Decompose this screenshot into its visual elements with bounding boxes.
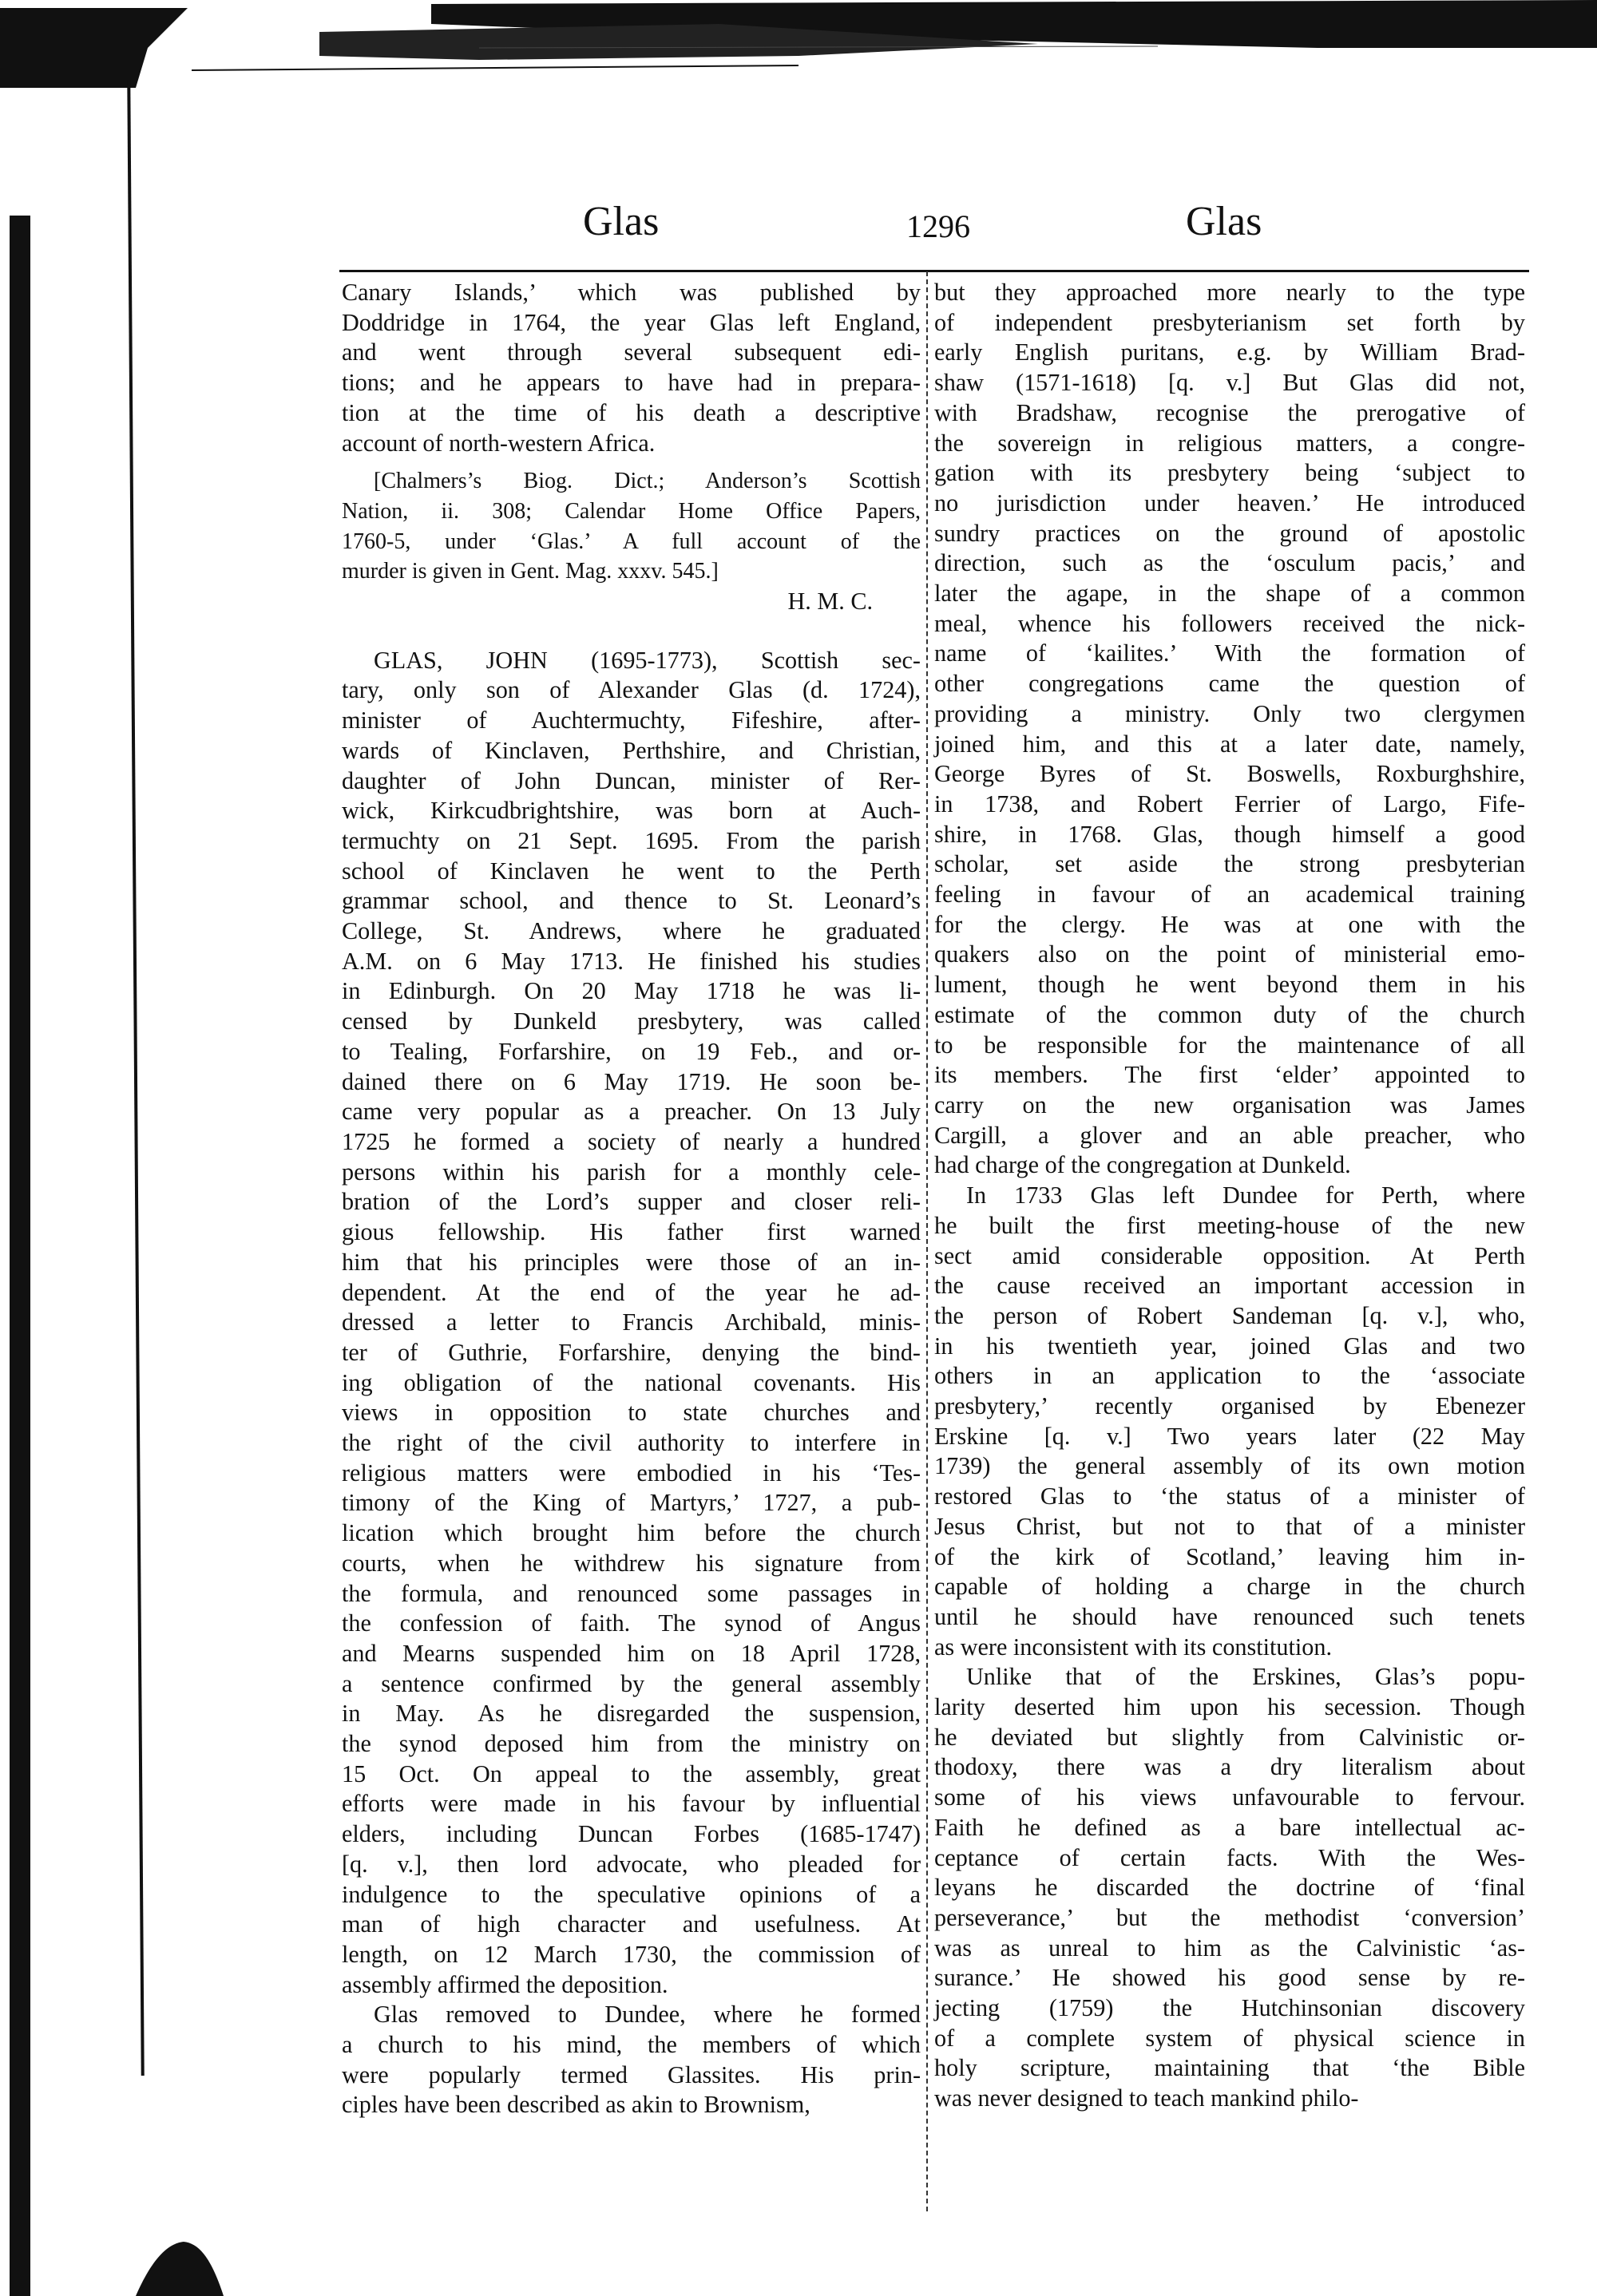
text-line: murder is given in Gent. Mag. xxxv. 545.] <box>342 559 719 584</box>
text-line: grammar school, and thence to St. Leonard’s <box>342 887 921 915</box>
text-line: shaw (1571-1618) [q. v.] But Glas did not, <box>934 369 1525 397</box>
text-line: the person of Robert Sandeman [q. v.], who, <box>934 1301 1525 1329</box>
text-line: Erskine [q. v.] Two years later (22 May <box>934 1422 1525 1450</box>
text-line: length, on 12 March 1730, the commission of <box>342 1940 921 1968</box>
text-line: minister of Auchtermuchty, Fifeshire, after- <box>342 707 921 734</box>
book-edge-shadow <box>10 216 30 2296</box>
text-line: courts, when he withdrew his signature from <box>342 1549 921 1577</box>
paragraph <box>342 278 921 458</box>
citation <box>342 466 921 587</box>
text-line: was never designed to teach mankind philo- <box>934 2084 1359 2112</box>
text-line: Unlike that of the Erskines, Glas’s popu- <box>966 1663 1525 1691</box>
author-signature: H. M. C. <box>787 588 873 616</box>
text-line: 1725 he formed a society of nearly a hundred <box>342 1127 921 1155</box>
text-line: gious fellowship. His father first warned <box>342 1218 921 1246</box>
text-line: termuchty on 21 Sept. 1695. From the parish <box>342 826 921 854</box>
text-line: joined him, and this at a later date, namely, <box>934 730 1525 758</box>
left-column <box>342 278 921 2120</box>
text-line: capable of holding a charge in the church <box>934 1573 1525 1601</box>
text-line: others in an application to the ‘associate <box>934 1362 1525 1390</box>
text-line: for the clergy. He was at one with the <box>934 910 1525 938</box>
text-line: ter of Guthrie, Forfarshire, denying the bind- <box>342 1338 921 1366</box>
text-line: lument, though he went beyond them in his <box>934 971 1525 999</box>
text-line: perseverance,’ but the methodist ‘conversion’ <box>934 1903 1525 1931</box>
text-line: were popularly termed Glassites. His prin- <box>342 2060 921 2088</box>
article-glas-john <box>342 646 921 2001</box>
text-line: until he should have renounced such tenets <box>934 1602 1525 1630</box>
text-line: dressed a letter to Francis Archibald, minis- <box>342 1308 921 1336</box>
text-line: ciples have been described as akin to Brownism, <box>342 2091 810 2119</box>
text-line: College, St. Andrews, where he graduated <box>342 917 921 945</box>
text-line: meal, whence his followers received the nick- <box>934 609 1525 637</box>
text-line: holy scripture, maintaining that ‘the Bible <box>934 2054 1525 2082</box>
text-line: and Mearns suspended him on 18 April 1728, <box>342 1639 921 1667</box>
text-line: in his twentieth year, joined Glas and two <box>934 1332 1525 1360</box>
text-line: the sovereign in religious matters, a congre- <box>934 429 1525 457</box>
scan-binding-shadow-top <box>0 0 1597 96</box>
column-divider <box>926 271 929 2211</box>
text-line: In 1733 Glas left Dundee for Perth, where <box>966 1182 1525 1209</box>
text-line: elders, including Duncan Forbes (1685-1747) <box>342 1820 921 1848</box>
header-right-title: Glas <box>1186 199 1262 244</box>
text-line: in Edinburgh. On 20 May 1718 he was li- <box>342 977 921 1005</box>
text-line: ing obligation of the national covenants. His <box>342 1368 921 1396</box>
text-line: ceptance of certain facts. With the Wes- <box>934 1843 1525 1871</box>
text-line: Canary Islands,’ which was published by <box>342 279 921 306</box>
text-line: a sentence confirmed by the general assembly <box>342 1669 921 1697</box>
text-line: thodoxy, there was a dry literalism about <box>934 1753 1525 1781</box>
text-line: tions; and he appears to have had in prepara- <box>342 369 921 397</box>
text-line: to be responsible for the maintenance of all <box>934 1031 1525 1059</box>
text-line: censed by Dunkeld presbytery, was called <box>342 1007 921 1035</box>
text-line: providing a ministry. Only two clergymen <box>934 699 1525 727</box>
text-line: name of ‘kailites.’ With the formation of <box>934 639 1525 667</box>
text-line: presbytery,’ recently organised by Ebenezer <box>934 1392 1525 1420</box>
text-line: Glas removed to Dundee, where he formed <box>374 2001 921 2029</box>
text-line: no jurisdiction under heaven.’ He introduced <box>934 489 1525 517</box>
text-line: school of Kinclaven he went to the Perth <box>342 857 921 885</box>
text-line: dependent. At the end of the year he ad- <box>342 1278 921 1306</box>
text-line: [q. v.], then lord advocate, who pleaded for <box>342 1850 921 1878</box>
text-line: estimate of the common duty of the church <box>934 1000 1525 1028</box>
running-header <box>335 198 1533 254</box>
text-line: religious matters were embodied in his ‘Tes- <box>342 1459 921 1486</box>
text-line: indulgence to the speculative opinions of a <box>342 1880 921 1908</box>
text-line: efforts were made in his favour by influential <box>342 1790 921 1818</box>
text-line: scholar, set aside the strong presbyterian <box>934 850 1525 878</box>
text-line: timony of the King of Martyrs,’ 1727, a pub- <box>342 1489 921 1517</box>
text-line: a church to his mind, the members of which <box>342 2031 921 2059</box>
text-line: sundry practices on the ground of apostolic <box>934 519 1525 547</box>
text-line: Cargill, a glover and an able preacher, who <box>934 1121 1525 1149</box>
text-line: the cause received an important accession in <box>934 1272 1525 1300</box>
text-line: some of his views unfavourable to fervour. <box>934 1783 1525 1811</box>
text-line: restored Glas to ‘the status of a minister of <box>934 1483 1525 1510</box>
text-line: him that his principles were those of an in- <box>342 1248 921 1276</box>
text-line: later the agape, in the shape of a common <box>934 580 1525 608</box>
text-line: account of north-western Africa. <box>342 429 656 457</box>
page-number: 1296 <box>906 208 970 244</box>
text-line: and went through several subsequent edi- <box>342 338 921 366</box>
text-line: had charge of the congregation at Dunkeld. <box>934 1151 1351 1179</box>
text-line: as were inconsistent with its constitution. <box>934 1633 1333 1661</box>
text-line: wick, Kirkcudbrightshire, was born at Auch- <box>342 797 921 825</box>
text-line: surance.’ He showed his good sense by re- <box>934 1964 1525 1992</box>
text-line: other congregations came the question of <box>934 670 1525 698</box>
text-line: in May. As he disregarded the suspension, <box>342 1700 921 1728</box>
text-line: Doddridge in 1764, the year Glas left England, <box>342 308 921 336</box>
header-left-title: Glas <box>583 199 660 244</box>
text-line: quakers also on the point of ministerial emo- <box>934 940 1525 968</box>
text-line: in 1738, and Robert Ferrier of Largo, Fife- <box>934 790 1525 817</box>
text-line: Nation, ii. 308; Calendar Home Office Papers, <box>342 498 921 524</box>
text-line: 15 Oct. On appeal to the assembly, great <box>342 1760 921 1787</box>
thumb-shadow <box>136 2235 248 2296</box>
text-line: of a complete system of physical science in <box>934 2024 1525 2052</box>
text-line: views in opposition to state churches and <box>342 1399 921 1427</box>
text-line: he built the first meeting-house of the new <box>934 1211 1525 1239</box>
text-line: with Bradshaw, recognise the prerogative of <box>934 398 1525 426</box>
text-line: dained there on 6 May 1719. He soon be- <box>342 1067 921 1095</box>
paragraph <box>342 2000 921 2120</box>
text-line: 1760-5, under ‘Glas.’ A full account of the <box>342 528 921 554</box>
text-line: the confession of faith. The synod of Angus <box>342 1609 921 1637</box>
text-line: direction, such as the ‘osculum pacis,’ and <box>934 549 1525 577</box>
right-column <box>934 278 1525 2114</box>
paragraph <box>934 1662 1525 2114</box>
text-line: Jesus Christ, but not to that of a minister <box>934 1512 1525 1540</box>
paragraph <box>934 1181 1525 1662</box>
text-line: the formula, and renounced some passages in <box>342 1579 921 1607</box>
page-edge-line <box>127 80 144 2076</box>
text-line: he deviated but slightly from Calvinistic or- <box>934 1723 1525 1751</box>
text-line: the right of the civil authority to interfere in <box>342 1429 921 1457</box>
text-line: leyans he discarded the doctrine of ‘final <box>934 1874 1525 1902</box>
text-line: jecting (1759) the Hutchinsonian discovery <box>934 1994 1525 2022</box>
text-line: but they approached more nearly to the type <box>934 279 1525 306</box>
text-line: 1739) the general assembly of its own motion <box>934 1452 1525 1480</box>
text-line: the synod deposed him from the ministry on <box>342 1730 921 1758</box>
text-line: shire, in 1768. Glas, though himself a good <box>934 820 1525 848</box>
paragraph <box>934 278 1525 1181</box>
text-line: sect amid considerable opposition. At Perth <box>934 1241 1525 1269</box>
text-line: daughter of John Duncan, minister of Rer- <box>342 766 921 794</box>
text-line: to Tealing, Forfarshire, on 19 Feb., and or- <box>342 1037 921 1065</box>
text-line: came very popular as a preacher. On 13 July <box>342 1098 921 1126</box>
text-line: bration of the Lord’s supper and closer reli- <box>342 1188 921 1216</box>
text-line: gation with its presbytery being ‘subject to <box>934 459 1525 487</box>
text-line: larity deserted him upon his secession. Though <box>934 1693 1525 1721</box>
text-line: [Chalmers’s Biog. Dict.; Anderson’s Scottish <box>374 469 921 494</box>
text-line: GLAS, JOHN (1695-1773), Scottish sec- <box>374 646 921 674</box>
text-line: assembly affirmed the deposition. <box>342 1970 668 1998</box>
text-line: early English puritans, e.g. by William Brad- <box>934 338 1525 366</box>
text-line: George Byres of St. Boswells, Roxburghshire, <box>934 760 1525 788</box>
page-gutter <box>0 0 144 2296</box>
text-line: was as unreal to him as the Calvinistic ‘as- <box>934 1934 1525 1961</box>
header-rule <box>339 270 1529 272</box>
text-line: man of high character and usefulness. At <box>342 1910 921 1938</box>
text-line: tary, only son of Alexander Glas (d. 1724), <box>342 676 921 704</box>
text-line: A.M. on 6 May 1713. He finished his studies <box>342 947 921 975</box>
text-line: Faith he defined as a bare intellectual ac- <box>934 1813 1525 1841</box>
text-line: feeling in favour of an academical training <box>934 881 1525 909</box>
text-line: persons within his parish for a monthly cele- <box>342 1158 921 1186</box>
text-line: wards of Kinclaven, Perthshire, and Christian, <box>342 736 921 764</box>
text-line: of independent presbyterianism set forth by <box>934 308 1525 336</box>
text-line: lication which brought him before the church <box>342 1519 921 1547</box>
text-line: carry on the new organisation was James <box>934 1091 1525 1118</box>
text-line: tion at the time of his death a descriptive <box>342 398 921 426</box>
text-line: its members. The first ‘elder’ appointed to <box>934 1061 1525 1089</box>
text-line: of the kirk of Scotland,’ leaving him in- <box>934 1542 1525 1570</box>
